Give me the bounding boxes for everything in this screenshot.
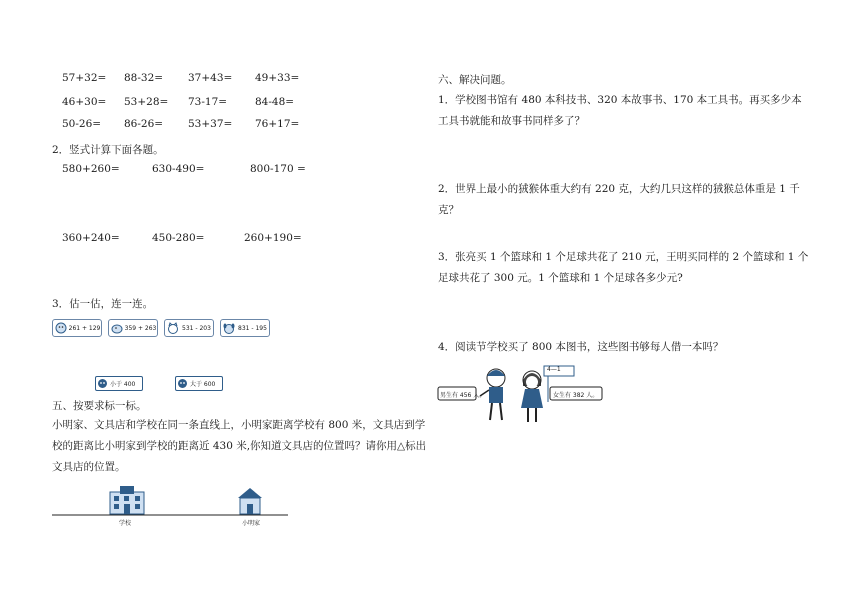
range-label: 大于 600 — [190, 381, 216, 388]
oral-item: 57+32= — [62, 72, 107, 84]
house-icon — [238, 488, 262, 514]
section5-title: 五、按要求标一标。 — [52, 400, 147, 412]
sign-label: 4—1 — [547, 366, 561, 373]
estimate-card[interactable] — [52, 319, 102, 337]
girl-figure — [521, 371, 543, 422]
estimate-expression: 531 - 203 — [182, 324, 211, 332]
section5-text: 小明家、文具店和学校在同一条直线上，小明家距离学校有 800 米，文具店到学校的距离比小明家到学校的距离近 430 米,你知道文具店的位置吗？请你用△标出文具店的位置。 — [52, 419, 427, 473]
girls-count-label: 女生有 382 人。 — [553, 392, 599, 399]
home-label: 小明家 — [242, 520, 261, 527]
vertical-calc-item: 260+190= — [244, 232, 302, 244]
animal-icon — [54, 321, 68, 335]
estimate-card[interactable] — [164, 319, 214, 337]
estimate-card[interactable] — [108, 319, 158, 337]
oral-item: 49+33= — [255, 72, 300, 84]
oral-item: 84-48= — [255, 96, 295, 108]
vertical-calc-item: 580+260= — [62, 163, 120, 175]
estimate-card[interactable] — [220, 319, 270, 337]
oral-item: 53+37= — [188, 118, 233, 130]
oral-item: 86-26= — [124, 118, 164, 130]
estimate-expression: 261 + 129 — [68, 324, 101, 332]
oral-item: 76+17= — [255, 118, 300, 130]
vertical-calc-item: 360+240= — [62, 232, 120, 244]
vertical-calc-item: 800-170 = — [250, 163, 306, 175]
range-label: 小于 400 — [110, 381, 136, 388]
mascot-icon — [177, 378, 188, 389]
oral-item: 53+28= — [124, 96, 169, 108]
vertical-calc-item: 630-490= — [152, 163, 205, 175]
oral-item: 50-26= — [62, 118, 102, 130]
bird-icon — [110, 321, 124, 335]
boys-count-label: 男生有 456 人。 — [440, 392, 486, 399]
section6-title: 六、解决问题。 — [438, 74, 512, 86]
estimate-expression: 359 + 263 — [124, 324, 157, 332]
cat-icon — [166, 321, 180, 335]
oral-item: 46+30= — [62, 96, 107, 108]
oral-item: 88-32= — [124, 72, 164, 84]
vertical-calc-item: 450-280= — [152, 232, 205, 244]
q3-title: 3．估一估，连一连。 — [52, 298, 154, 310]
oral-item: 73-17= — [188, 96, 228, 108]
problem-3: 3．张亮买 1 个篮球和 1 个足球共花了 210 元，王明买同样的 2 个篮球和 1 个足球共花了 300 元。1 个篮球和 1 个足球各多少元? — [438, 251, 809, 284]
problem-1: 1．学校图书馆有 480 本科技书、320 本故事书、170 本工具书。再买多少本工具书就能和故事书同样多了？ — [438, 94, 802, 127]
estimate-expression: 831 - 195 — [238, 324, 267, 332]
school-icon — [110, 486, 144, 514]
school-label: 学校 — [119, 520, 132, 527]
mascot-icon — [97, 378, 108, 389]
q2-title: 2．竖式计算下面各题。 — [52, 144, 164, 156]
dog-icon — [222, 321, 236, 335]
oral-item: 37+43= — [188, 72, 233, 84]
problem-2: 2．世界上最小的狨猴体重大约有 220 克，大约几只这样的狨猴总体重是 1 千克？ — [438, 183, 800, 216]
problem-4: 4．阅读节学校买了 800 本图书，这些图书够每人借一本吗？ — [438, 341, 724, 353]
range-tag[interactable] — [175, 376, 223, 391]
range-tag[interactable] — [95, 376, 143, 391]
